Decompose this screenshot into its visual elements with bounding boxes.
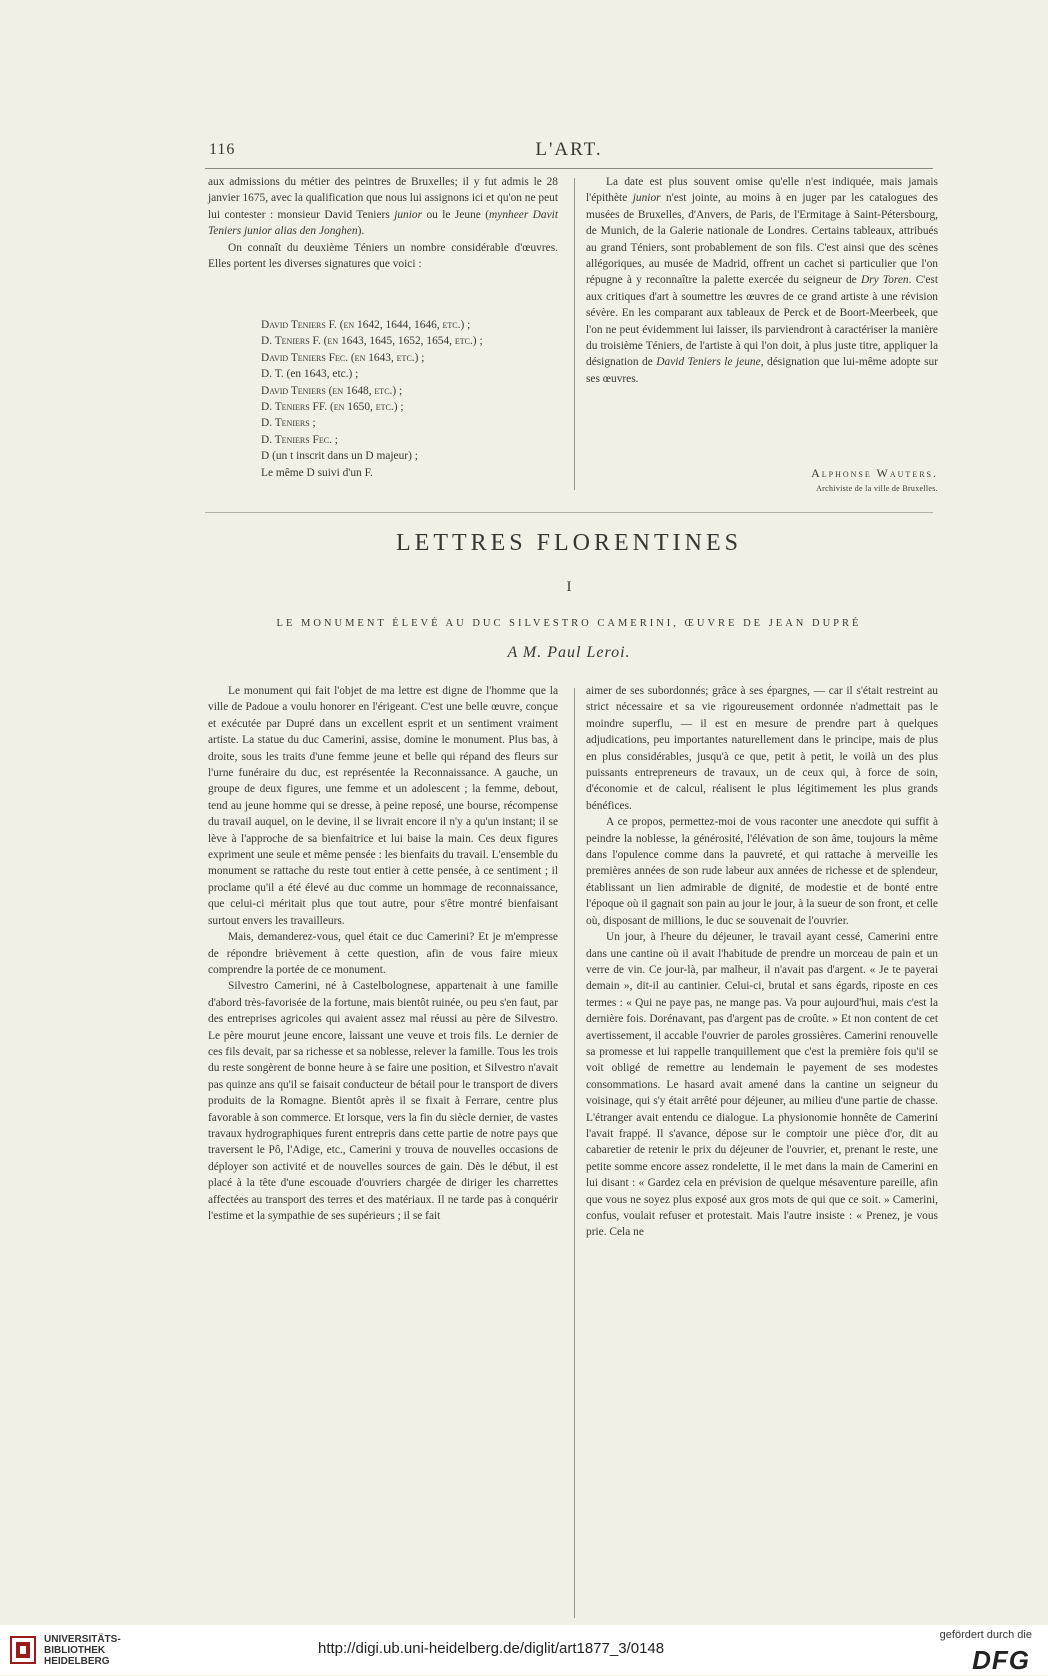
page-number: 116	[209, 141, 236, 158]
page-header	[209, 139, 929, 165]
article-number: I	[566, 579, 572, 595]
list-item: D. Teniers ;	[261, 417, 316, 430]
author-name: Alphonse Wauters.	[811, 466, 938, 480]
running-title: L'ART.	[535, 139, 603, 160]
list-item: D. T. (en 1643, etc.) ;	[261, 368, 359, 381]
column-divider	[574, 688, 575, 1618]
paragraph: Le monument qui fait l'objet de ma lettre est digne de l'homme que la ville de Padoue a voulu honorer en l'érigeant. C'est une belle œuvre, conçue et exécutée par Dupré dans un excellent esprit et un sentiment vraiment artiste. La statue du duc Camerini, assise, domine le monument. Plus bas, à droite, sous les traits d'une femme jeune et belle qui répand des fleurs sur l'urne funéraire du duc, est représentée la Reconnaissance. A gauche, un groupe de deux figures, une femme et un adolescent ; la femme, debout, tend au jeune homme qui se dresse, à peine reposé, une bourse, récompense du travail auquel, on le devine, il se livrait encore il n'y a qu'un instant; il se lève à l'approche de sa bienfaitrice et lui baise la main. Ces deux figures expriment une seule et même pensée : les bienfaits du travail. L'ensemble du monument se rattache du reste tout entier à cette pensée, à ce sentiment ; il proclame qu'il a été élevé au duc comme un hommage de reconnaissance, que celui-ci méritait plus que tout autre, pour s'être montré bienfaisant surtout envers les travailleurs.	[208, 685, 558, 927]
paragraph: Mais, demanderez-vous, quel était ce duc Camerini? Et je m'empresse de répondre brièvement à cette question, afin de vous faire mieux comprendre la portée de ce monument.	[208, 931, 558, 976]
header-rule	[205, 168, 933, 169]
paragraph: aimer de ses subordonnés; grâce à ses épargnes, — car il s'était restreint au strict nécessaire et sa vie rigoureusement ordonnée n'admettait pas le moindre superflu, — il est en mesure de prendre part à quelques adjudications, peu importantes naturellement dans le principe, mais de plus en plus considérables, jusqu'à ce que, petit à petit, le voilà un des plus puissants entrepreneurs de travaux, un de ceux qui, à force de soin, d'économie et de calcul, réalisent le plus légitimement les plus grands bénéfices.	[586, 685, 938, 812]
signature-list	[261, 317, 561, 481]
list-item: D. Teniers F. (en 1643, 1645, 1652, 1654, etc.) ;	[261, 335, 483, 348]
library-seal-icon	[10, 1636, 36, 1664]
column-divider	[574, 178, 575, 490]
top-right-column	[586, 174, 938, 387]
list-item: D (un t inscrit dans un D majeur) ;	[261, 450, 418, 463]
paragraph: On connaît du deuxième Téniers un nombre considérable d'œuvres. Elles portent les diverses signatures que voici :	[208, 241, 558, 271]
bottom-right-column	[586, 683, 938, 1241]
list-item: D. Teniers FF. (en 1650, etc.) ;	[261, 401, 404, 414]
dedication: A M. Paul Leroi.	[507, 644, 631, 661]
article-title: LETTRES FLORENTINES	[396, 530, 742, 556]
list-item: David Teniers F. (en 1642, 1644, 1646, etc.) ;	[261, 319, 471, 331]
permalink-url[interactable]: http://digi.ub.uni-heidelberg.de/diglit/art1877_3/0148	[318, 1640, 665, 1657]
section-rule	[205, 512, 933, 513]
article-subtitle: LE MONUMENT ÉLEVÉ AU DUC SILVESTRO CAMERINI, ŒUVRE DE JEAN DUPRÉ	[276, 618, 862, 629]
dfg-logo: DFG	[972, 1645, 1030, 1675]
paragraph: aux admissions du métier des peintres de Bruxelles; il y fut admis le 28 janvier 1675, avec la qualification que nous lui assignons ici et qu'on ne peut lui contester : monsieur David Teniers junior ou le Jeune (mynheer Davit Teniers junior alias den Jonghen).	[208, 176, 559, 238]
paragraph: Silvestro Camerini, né à Castelbolognese, appartenait à une famille d'abord très-favorisée de la fortune, mais bientôt ruinée, ou peu s'en faut, par des entreprises agricoles qui avaient assez mal réussi au père de Silvestro. Le père mourut jeune encore, laissant une veuve et trois fils. Le dernier de ces fils devait, par sa richesse et sa noblesse, relever la famille. Tous les trois du reste songèrent de bonne heure à se faire une position, et Silvestro n'avait pas quinze ans qu'il se faisait conducteur de bétail pour le transport de divers produits de la Romagne. Bientôt après il se fixait à Ferrare, centre plus favorable à son commerce. Et lorsque, vers la fin du siècle dernier, de vastes travaux hydrographiques furent entrepris dans cette partie de notre pays que traversent le Pô, l'Adige, etc., Camerini y trouva de nouvelles occasions de déployer son activité et de nouvelles sources de gain. Dès le début, il est placé à la tête d'une escouade d'ouvriers chargée de diriger les charrettes affectées au transport des terres et des matériaux. Il ne tarde pas à conquérir l'estime et la sympathie de ses supérieurs ; il se fait	[208, 980, 558, 1222]
paragraph: A ce propos, permettez-moi de vous raconter une anecdote qui suffit à peindre la noblesse, la générosité, l'élévation de son âme, toujours la même dans l'opulence comme dans la pauvreté, et qui rattache à merveille les premières années de son rude labeur aux années de richesse et de splendeur, établissant un lien admirable de dignité, de modestie et de bonté entre l'époque où il gagnait son pain au jour le jour, à la sueur de son front, et celle où, disposant de millions, le duc se souvenait de l'ouvrier.	[586, 816, 938, 927]
bottom-left-column	[208, 683, 558, 1224]
list-item: David Teniers Fec. (en 1643, etc.) ;	[261, 351, 425, 364]
list-item: D. Teniers Fec. ;	[261, 433, 338, 446]
top-left-column	[208, 174, 558, 272]
paragraph: Un jour, à l'heure du déjeuner, le travail ayant cessé, Camerini entre dans une cantine où il avait l'habitude de prendre un morceau de pain et un verre de vin. Ce jour-là, par malheur, il n'avait pas d'argent. « Je te payerai demain », dit-il au cantinier. Celui-ci, brutal et sans égards, riposte en ces termes : « Qui ne paye pas, ne mange pas. Va pour aujourd'hui, mais c'est la dernière fois. Dorénavant, pas d'argent pas de croûte. » Et non content de cet avertissement, il accable l'ouvrier de paroles grossières. Camerini renouvelle sa promesse et lui rappelle tranquillement que c'est la première fois qu'il se voit obligé de remettre au lendemain le payement de ses modestes consommations. Le hasard avait amené dans la cantine un seigneur du voisinage, qui s'y était arrêté pour déjeuner, au milieu d'une partie de chasse. L'étranger avait entendu ce dialogue. La physionomie honnête de Camerini l'avait frappé. Il s'avance, dépose sur le comptoir une pièce d'or, dit au cabaretier de retenir le prix du déjeuner de l'ouvrier, et, prenant le reste, une petite somme encore assez rondelette, il le met dans la main de Camerini en lui disant : « Gardez cela en prévision de quelque mésaventure pareille, afin que vous ne soyez plus exposé aux gros mots de qui que ce soit. » Camerini, confus, voulait refuser et protestait. Mais l'autre insiste : « Prenez, je vous prie. Cela ne	[586, 931, 938, 1239]
list-item: David Teniers (en 1648, etc.) ;	[261, 384, 403, 397]
paragraph: La date est plus souvent omise qu'elle n'est indiquée, mais jamais l'épithète junior n'est jointe, au moins à en juger par les catalogues des musées de Bruxelles, d'Anvers, de Paris, de l'Ermitage à Saint-Pétersbourg, de Munich, de la Galerie nationale de Londres. Certains tableaux, attribués au grand Téniers, sont probablement de son fils. C'est ainsi que des scènes allégoriques, au musée de Madrid, offrent un cachet si particulier que l'on répugne à y reconnaître la palette exercée du seigneur de Dry Toren. C'est aux critiques d'art à soumettre les œuvres de ce grand artiste à une révision sévère. En les comparant aux tableaux de Perck et de Boort-Meerbeek, que l'on ne peut évidemment lui laisser, ils parviendront à caractériser la manière du troisième Téniers, de l'artiste à qui l'on doit, à plus juste titre, appliquer la désignation de David Teniers le jeune, désignation que lui-même adopte sur ses œuvres.	[586, 176, 939, 385]
library-name: UNIVERSITÄTS- BIBLIOTHEK HEIDELBERG	[44, 1634, 121, 1667]
author-title: Archiviste de la ville de Bruxelles.	[816, 484, 938, 493]
funded-by-label: gefördert durch die	[939, 1629, 1032, 1641]
list-item: Le même D suivi d'un F.	[261, 466, 373, 479]
footer-bar	[0, 1625, 1048, 1675]
